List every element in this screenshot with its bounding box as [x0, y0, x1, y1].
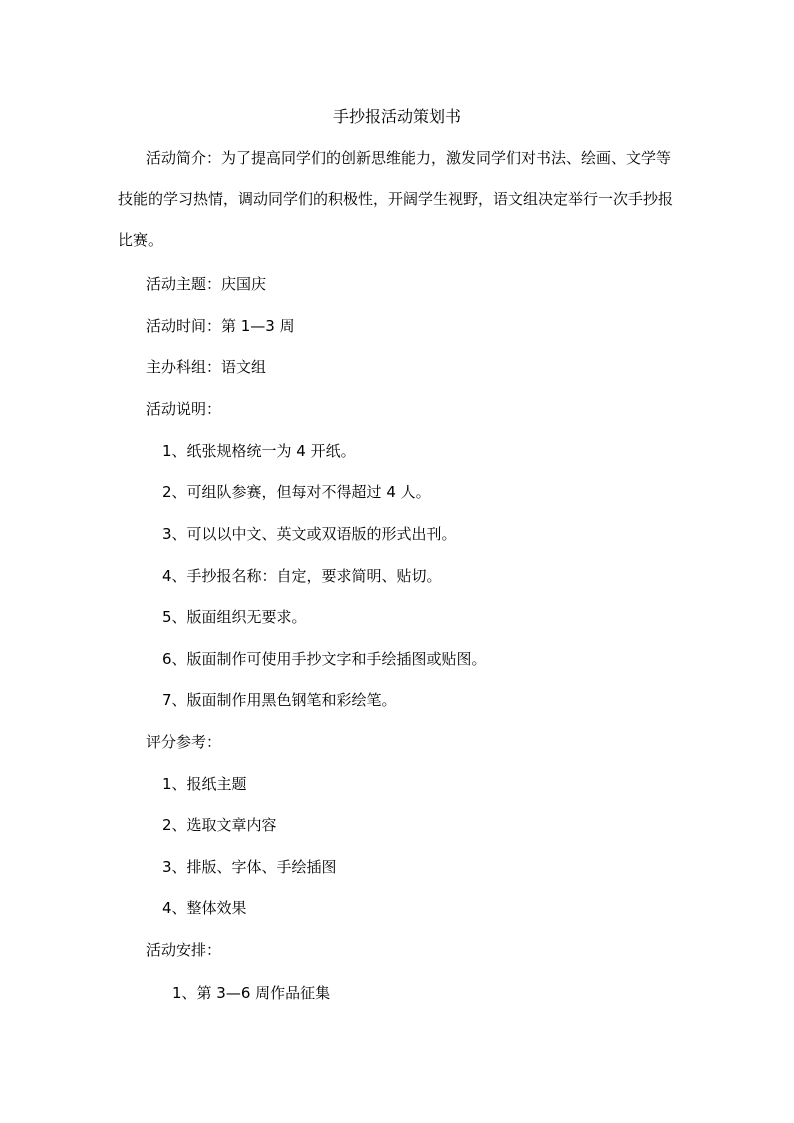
theme-line: 活动主题：庆国庆 [146, 275, 267, 293]
organizer-line: 主办科组：语文组 [146, 358, 267, 376]
instructions-heading: 活动说明： [146, 400, 222, 418]
instruction-item: 1、纸张规格统一为 4 开纸。 [162, 442, 356, 460]
scoring-item: 2、选取文章内容 [162, 816, 277, 834]
instruction-item: 2、可组队参赛，但每对不得超过 4 人。 [162, 483, 431, 501]
scoring-item: 1、报纸主题 [162, 775, 247, 793]
instruction-item: 6、版面制作可使用手抄文字和手绘插图或贴图。 [162, 650, 487, 668]
time-line: 活动时间：第 1—3 周 [146, 317, 295, 335]
instruction-item: 7、版面制作用黑色钢笔和彩绘笔。 [162, 691, 397, 709]
instruction-item: 3、可以以中文、英文或双语版的形式出刊。 [162, 525, 457, 543]
scoring-heading: 评分参考： [146, 733, 222, 751]
intro-paragraph: 活动简介：为了提高同学们的创新思维能力，激发同学们对书法、绘画、文学等技能的学习热情，调动同学们的积极性，开阔学生视野，语文组决定举行一次手抄报比赛。 [118, 149, 674, 249]
schedule-heading: 活动安排： [146, 941, 222, 959]
scoring-item: 3、排版、字体、手绘插图 [162, 858, 337, 876]
instruction-item: 4、手抄报名称：自定，要求简明、贴切。 [162, 567, 442, 585]
scoring-item: 4、整体效果 [162, 899, 247, 917]
schedule-item: 1、第 3—6 周作品征集 [172, 984, 331, 1002]
document-title: 手抄报活动策划书 [332, 107, 461, 126]
instruction-item: 5、版面组织无要求。 [162, 608, 307, 626]
